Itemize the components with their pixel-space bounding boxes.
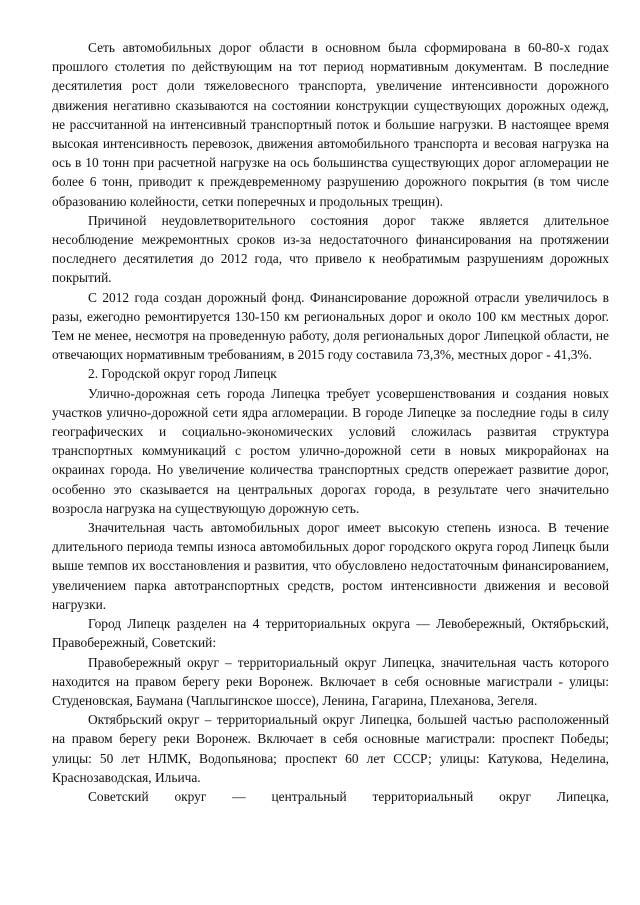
paragraph-pravoberezhny-district: Правобережный округ – территориальный округ Липецка, значительная часть которого находится на правом берегу реки Воронеж. Включает в себя основные магистрали - улицы: Студеновская, Баумана (Чаплыгинское шоссе), Ленина, Гагарина, Плеханова, Зегеля. <box>52 654 609 708</box>
paragraph-street-network: Улично-дорожная сеть города Липецка требует усовершенствования и создания новых участков улично-дорожной сети ядра агломерации. В городе Липецке за последние годы в силу географических и социально-экономических условий сложилась развитая структура транспортных коммуникаций с ростом улично-дорожной сети в новых микрорайонах на окраинах города. Но увеличение количества транспортных средств опережает развитие дорог, особенно это сказывается на центральных дорогах города, в результате чего значительно возросла нагрузка на существующую дорожную сеть. <box>52 385 609 516</box>
paragraph-districts-intro: Город Липецк разделен на 4 территориальных округа — Левобережный, Октябрьский, Правобережный, Советский: <box>52 616 609 651</box>
paragraph-road-wear: Значительная часть автомобильных дорог имеет высокую степень износа. В течение длительного периода темпы износа автомобильных дорог городского округа город Липецк были выше темпов их восстановления и развития, что обусловлено недостаточным финансированием, увеличением парка автотранспортных средств, ростом интенсивности движения и весовой нагрузки. <box>52 520 609 612</box>
paragraph-oktyabrsky-district: Октябрьский округ – территориальный округ Липецка, большей частью расположенный на правом берегу реки Воронеж. Включает в себя основные магистрали: проспект Победы; улицы: 50 лет НЛМК, Водопьянова; проспект 60 лет СССР; улицы: Катукова, Неделина, Краснозаводская, Ильича. <box>52 712 609 785</box>
paragraph-unsatisfactory-condition: Причиной неудовлетворительного состояния дорог также является длительное несоблюдение межремонтных сроков из-за недостаточного финансирования на протяжении последнего десятилетия до 2012 года, что привело к необратимым разрушениям дорожных покрытий. <box>52 212 609 286</box>
section-heading-lipetsk: 2. Городской округ город Липецк <box>88 366 277 382</box>
paragraph-road-fund: С 2012 года создан дорожный фонд. Финансирование дорожной отрасли увеличилось в разы, ежегодно ремонтируется 130-150 км региональных дорог и около 100 км местных дорог. Тем не менее, несмотря на проведенную работу, доля региональных дорог Липецкой области, не отвечающих нормативным требованиям, в 2015 году составила 73,3%, местных дорог - 41,3%. <box>52 289 609 363</box>
document-page <box>52 38 609 806</box>
paragraph-road-network-history: Сеть автомобильных дорог области в основном была сформирована в 60-80-х годах прошлого столетия по действующим на тот период нормативным документам. В последние десятилетия рост доли тяжеловесного транспорта, увеличение интенсивности дорожного движения негативно сказываются на состоянии конструкции существующих дорожных одежд, не рассчитанной на интенсивный транспортный поток и большие нагрузки. В настоящее время высокая интенсивность перевозок, движения автомобильного транспорта и весовая нагрузка на ось в 10 тонн при расчетной нагрузке на ось большинства существующих дорог агломерации не более 6 тонн, приводит к преждевременному разрушению дорожного покрытия (в том числе образованию колейности, сетки поперечных и продольных трещин). <box>52 40 609 209</box>
paragraph-sovetsky-district: Советский округ — центральный территориальный округ Липецка, <box>88 788 609 804</box>
